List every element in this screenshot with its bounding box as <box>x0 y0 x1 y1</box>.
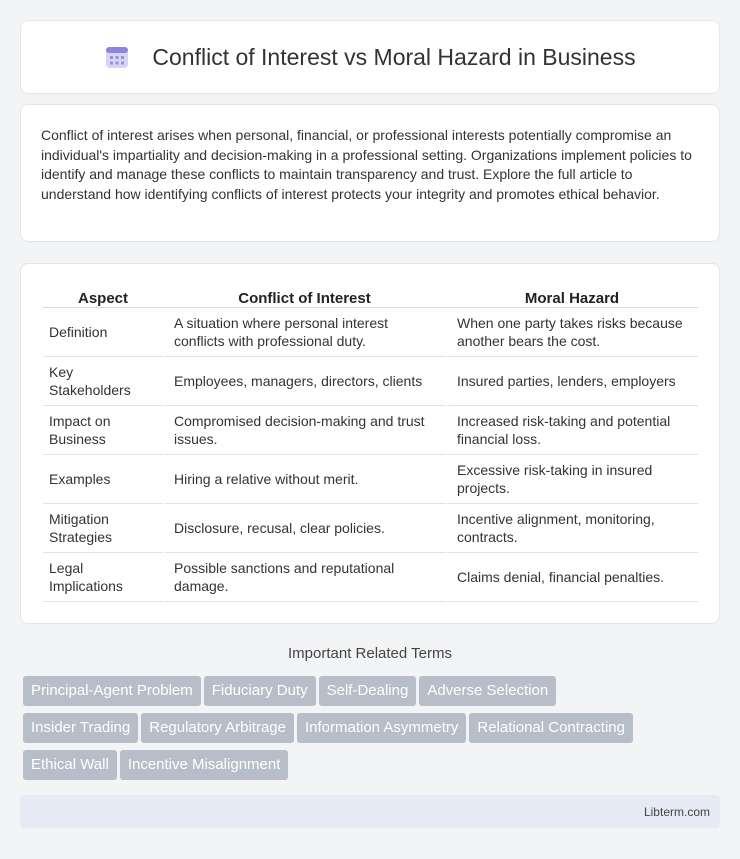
table-cell: Insured parties, lenders, employers <box>446 357 698 406</box>
footer <box>20 795 720 828</box>
related-term-tag[interactable]: Incentive Misalignment <box>120 750 289 780</box>
related-terms-list <box>23 676 723 787</box>
column-header-moral-hazard: Moral Hazard <box>446 286 698 308</box>
column-header-conflict-of-interest: Conflict of Interest <box>163 286 446 308</box>
table-cell: Disclosure, recusal, clear policies. <box>163 504 446 553</box>
related-terms-title: Important Related Terms <box>288 645 452 662</box>
table-row <box>43 357 698 406</box>
calendar-grid-icon <box>104 44 130 70</box>
related-term-tag[interactable]: Fiduciary Duty <box>204 676 316 706</box>
related-term-tag[interactable]: Principal-Agent Problem <box>23 676 201 706</box>
table-row <box>43 406 698 455</box>
table-cell: Employees, managers, directors, clients <box>163 357 446 406</box>
related-term-tag[interactable]: Information Asymmetry <box>297 713 466 743</box>
table-row <box>43 553 698 602</box>
table-cell: Incentive alignment, monitoring, contracts. <box>446 504 698 553</box>
intro-card <box>20 104 720 242</box>
table-cell: Claims denial, financial penalties. <box>446 553 698 602</box>
comparison-card <box>20 263 720 624</box>
table-cell: Definition <box>43 308 163 357</box>
page-title: Conflict of Interest vs Moral Hazard in Business <box>152 43 636 70</box>
related-term-tag[interactable]: Ethical Wall <box>23 750 117 780</box>
table-cell: Examples <box>43 455 163 504</box>
intro-text: Conflict of interest arises when personal, financial, or professional interests potentially compromise an individual's impartiality and decision-making in a professional setting. Organizations implement policies to identify and manage these conflicts to maintain transparency and trust. Explore the full article to understand how identifying conflicts of interest protects your integrity and promotes ethical behavior. <box>41 127 692 202</box>
table-cell: Hiring a relative without merit. <box>163 455 446 504</box>
table-cell: Impact on Business <box>43 406 163 455</box>
comparison-table <box>43 286 698 602</box>
table-header-row <box>43 286 698 308</box>
title-card <box>20 20 720 94</box>
related-term-tag[interactable]: Regulatory Arbitrage <box>141 713 294 743</box>
table-cell: Increased risk-taking and potential financial loss. <box>446 406 698 455</box>
table-row <box>43 455 698 504</box>
related-term-tag[interactable]: Insider Trading <box>23 713 138 743</box>
table-cell: Key Stakeholders <box>43 357 163 406</box>
related-term-tag[interactable]: Adverse Selection <box>419 676 556 706</box>
table-cell: Excessive risk-taking in insured projects. <box>446 455 698 504</box>
table-cell: Compromised decision-making and trust issues. <box>163 406 446 455</box>
table-cell: Mitigation Strategies <box>43 504 163 553</box>
table-row <box>43 308 698 357</box>
table-row <box>43 504 698 553</box>
table-cell: Possible sanctions and reputational damage. <box>163 553 446 602</box>
table-cell: A situation where personal interest conflicts with professional duty. <box>163 308 446 357</box>
table-cell: Legal Implications <box>43 553 163 602</box>
table-cell: When one party takes risks because another bears the cost. <box>446 308 698 357</box>
related-term-tag[interactable]: Self-Dealing <box>319 676 417 706</box>
footer-site-link[interactable]: Libterm.com <box>643 805 710 819</box>
column-header-aspect: Aspect <box>43 286 163 308</box>
related-term-tag[interactable]: Relational Contracting <box>469 713 633 743</box>
